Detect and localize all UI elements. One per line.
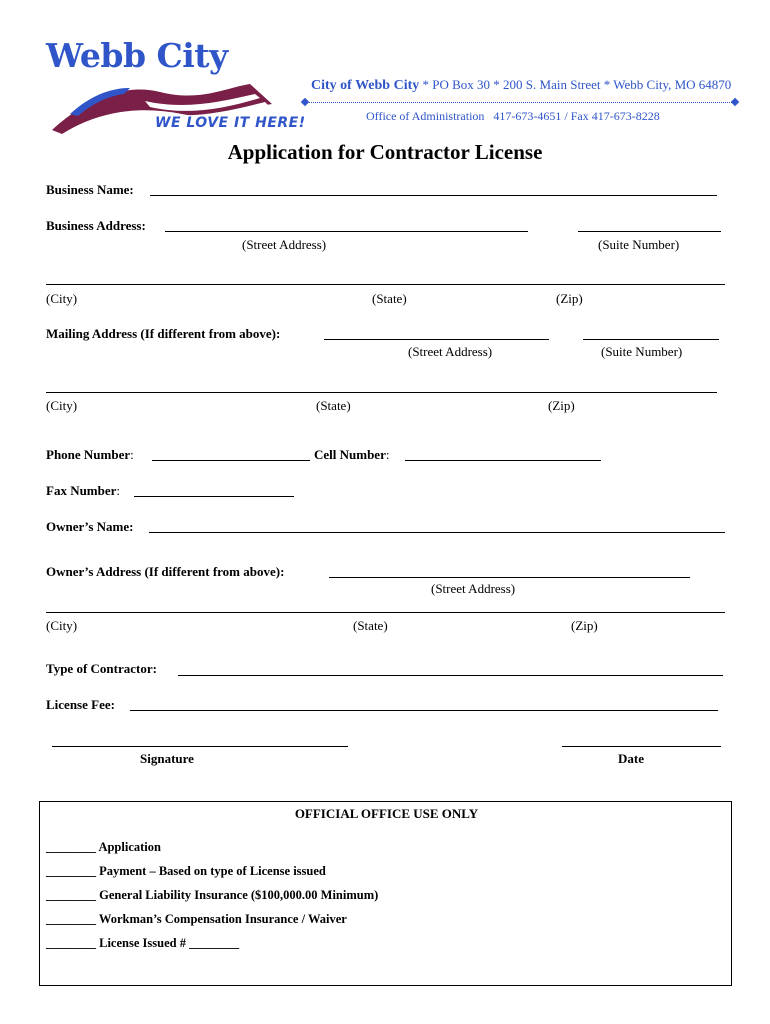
- city-caption: (City): [46, 291, 78, 306]
- owners-address-label: Owner’s Address (If different from above):: [46, 564, 285, 579]
- zip-caption: (Zip): [548, 398, 575, 413]
- city-caption: (City): [46, 618, 78, 633]
- date-input[interactable]: [562, 731, 721, 747]
- owners-city-state-zip-input[interactable]: [46, 597, 725, 613]
- cell-number-input[interactable]: [405, 445, 601, 461]
- city-name: City of Webb City: [311, 78, 420, 93]
- suite-number-caption: (Suite Number): [598, 237, 680, 252]
- header-divider: [304, 102, 736, 103]
- state-caption: (State): [316, 398, 351, 413]
- date-label: Date: [618, 751, 644, 766]
- fax-number-label: Fax Number:: [46, 483, 121, 498]
- business-suite-input[interactable]: [578, 216, 721, 232]
- city-caption: (City): [46, 398, 78, 413]
- fax-number-input[interactable]: [134, 481, 294, 497]
- checklist-item-application: ________ Application: [46, 840, 161, 854]
- owners-name-label: Owner’s Name:: [46, 519, 134, 534]
- phone-number-label: Phone Number:: [46, 447, 134, 462]
- diamond-icon: [731, 98, 739, 106]
- office-contact: Office of Administration 417-673-4651 / Fax 417-673-8228: [366, 109, 660, 123]
- owners-name-input[interactable]: [149, 517, 725, 533]
- cell-number-label: Cell Number:: [314, 447, 390, 462]
- phone-number-input[interactable]: [152, 445, 310, 461]
- business-city-state-zip-input[interactable]: [46, 269, 725, 285]
- signature-label: Signature: [140, 751, 194, 766]
- logo-tagline: WE LOVE IT HERE!: [155, 115, 306, 131]
- suite-number-caption: (Suite Number): [601, 344, 683, 359]
- business-name-input[interactable]: [150, 180, 717, 196]
- mailing-city-state-zip-input[interactable]: [46, 377, 717, 393]
- type-of-contractor-label: Type of Contractor:: [46, 661, 157, 676]
- logo-title: Webb City: [46, 36, 228, 75]
- license-fee-label: License Fee:: [46, 697, 115, 712]
- diamond-icon: [301, 98, 309, 106]
- zip-caption: (Zip): [571, 618, 598, 633]
- business-name-label: Business Name:: [46, 182, 134, 197]
- mailing-suite-input[interactable]: [583, 324, 719, 340]
- checklist-item-payment: ________ Payment – Based on type of License issued: [46, 864, 326, 878]
- page-title: Application for Contractor License: [227, 140, 543, 164]
- owners-street-input[interactable]: [329, 562, 690, 578]
- office-use-title: OFFICIAL OFFICE USE ONLY: [294, 806, 479, 821]
- business-street-input[interactable]: [165, 216, 528, 232]
- checklist-item-liability-insurance: ________ General Liability Insurance ($100,000.00 Minimum): [46, 888, 379, 902]
- checklist-item-workmans-comp: ________ Workman’s Compensation Insurance / Waiver: [46, 912, 347, 926]
- signature-input[interactable]: [52, 731, 348, 747]
- city-address: [311, 77, 731, 94]
- business-address-label: Business Address:: [46, 218, 146, 233]
- checklist-item-license-issued: ________ License Issued # ________: [46, 936, 240, 950]
- street-address-text: * PO Box 30 * 200 S. Main Street * Webb City, MO 64870: [422, 77, 732, 92]
- zip-caption: (Zip): [556, 291, 583, 306]
- state-caption: (State): [372, 291, 407, 306]
- street-address-caption: (Street Address): [408, 344, 493, 359]
- street-address-caption: (Street Address): [431, 581, 516, 596]
- street-address-caption: (Street Address): [242, 237, 327, 252]
- mailing-street-input[interactable]: [324, 324, 549, 340]
- license-fee-input[interactable]: [130, 695, 718, 711]
- mailing-address-label: Mailing Address (If different from above):: [46, 326, 281, 341]
- type-of-contractor-input[interactable]: [178, 660, 723, 676]
- state-caption: (State): [353, 618, 388, 633]
- office-use-box: [39, 801, 732, 986]
